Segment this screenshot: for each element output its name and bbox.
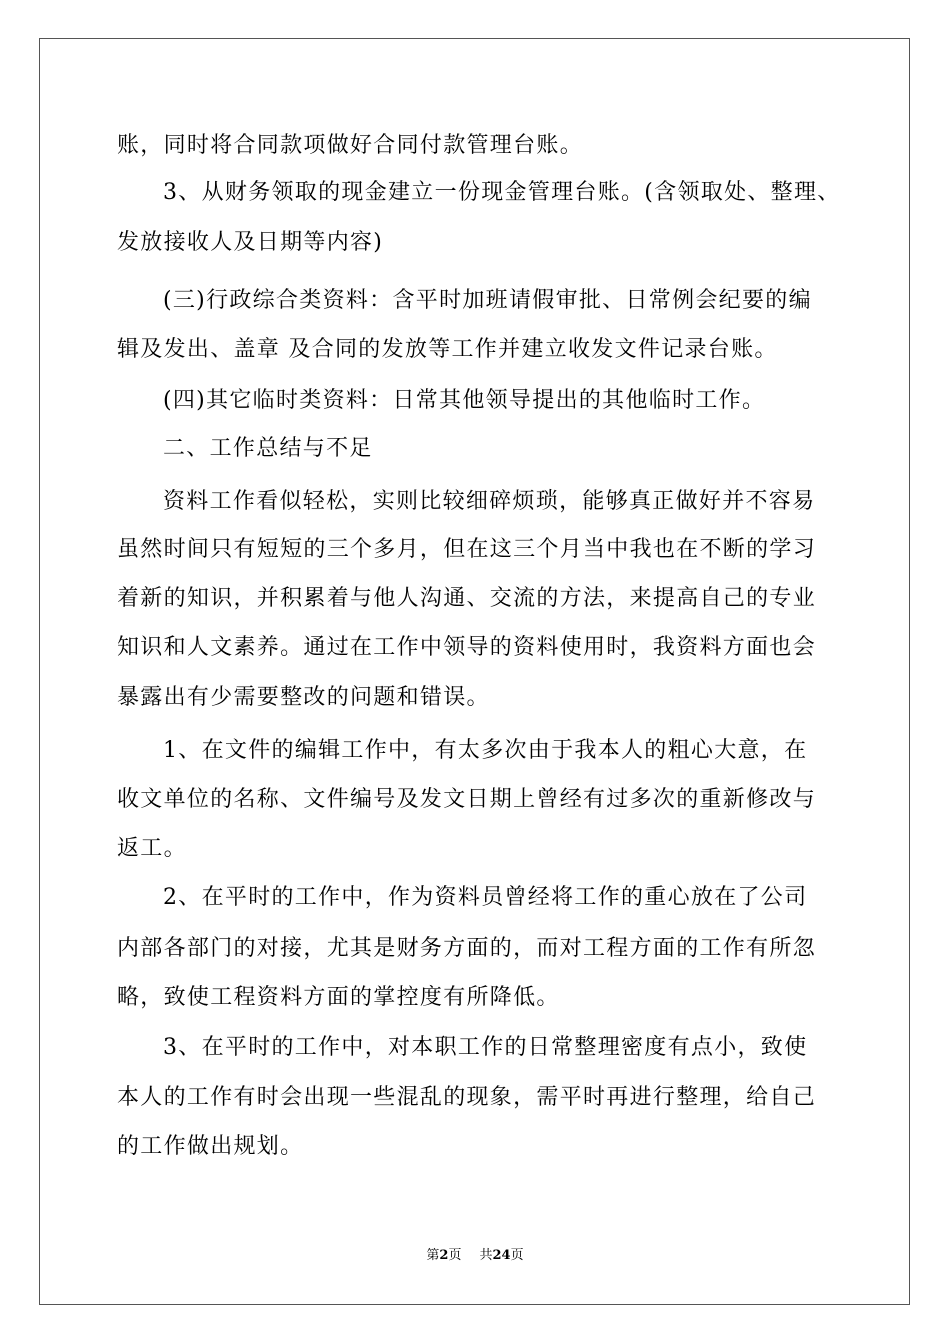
- text-line: 资料工作看似轻松，实则比较细碎烦琐，能够真正做好并不容易: [163, 489, 816, 514]
- page-suffix: 页: [448, 1248, 462, 1263]
- text-line: 2、在平时的工作中，作为资料员曾经将工作的重心放在了公司: [163, 885, 808, 910]
- text-line: 虽然时间只有短短的三个多月，但在这三个月当中我也在不断的学习: [117, 537, 817, 562]
- text-line: 返工。: [117, 836, 187, 861]
- section-heading: 二、工作总结与不足: [163, 436, 373, 461]
- text-line: 着新的知识，并积累着与他人沟通、交流的方法，来提高自己的专业: [117, 586, 817, 611]
- page-number: 2: [439, 1248, 449, 1263]
- text-line: 3、从财务领取的现金建立一份现金管理台账。(含领取处、整理、: [163, 180, 841, 205]
- total-suffix: 页: [510, 1248, 524, 1263]
- text-line: 暴露出有少需要整改的问题和错误。: [117, 685, 490, 710]
- text-line: 发放接收人及日期等内容): [117, 230, 384, 255]
- total-prefix: 共: [479, 1248, 493, 1263]
- page-prefix: 第: [426, 1248, 440, 1263]
- total-pages: 24: [492, 1248, 511, 1263]
- text-line: 内部各部门的对接，尤其是财务方面的，而对工程方面的工作有所忽: [117, 936, 817, 961]
- text-line: 1、在文件的编辑工作中，有太多次由于我本人的粗心大意，在: [163, 738, 808, 763]
- text-line: 的工作做出规划。: [117, 1134, 304, 1159]
- text-line: 略，致使工程资料方面的掌控度有所降低。: [117, 985, 560, 1010]
- text-line: 3、在平时的工作中，对本职工作的日常整理密度有点小，致使: [163, 1035, 808, 1060]
- text-line: 账，同时将合同款项做好合同付款管理台账。: [117, 133, 584, 158]
- text-line: (三)行政综合类资料：含平时加班请假审批、日常例会纪要的编: [163, 288, 812, 313]
- text-line: 本人的工作有时会出现一些混乱的现象，需平时再进行整理，给自己: [117, 1085, 817, 1110]
- text-line: (四)其它临时类资料：日常其他领导提出的其他临时工作。: [163, 388, 766, 413]
- text-line: 辑及发出、盖章 及合同的发放等工作并建立收发文件记录台账。: [117, 337, 778, 362]
- page-footer: [0, 1247, 950, 1265]
- text-line: 知识和人文素养。通过在工作中领导的资料使用时，我资料方面也会: [117, 635, 817, 660]
- text-line: 收文单位的名称、文件编号及发文日期上曾经有过多次的重新修改与: [117, 787, 817, 812]
